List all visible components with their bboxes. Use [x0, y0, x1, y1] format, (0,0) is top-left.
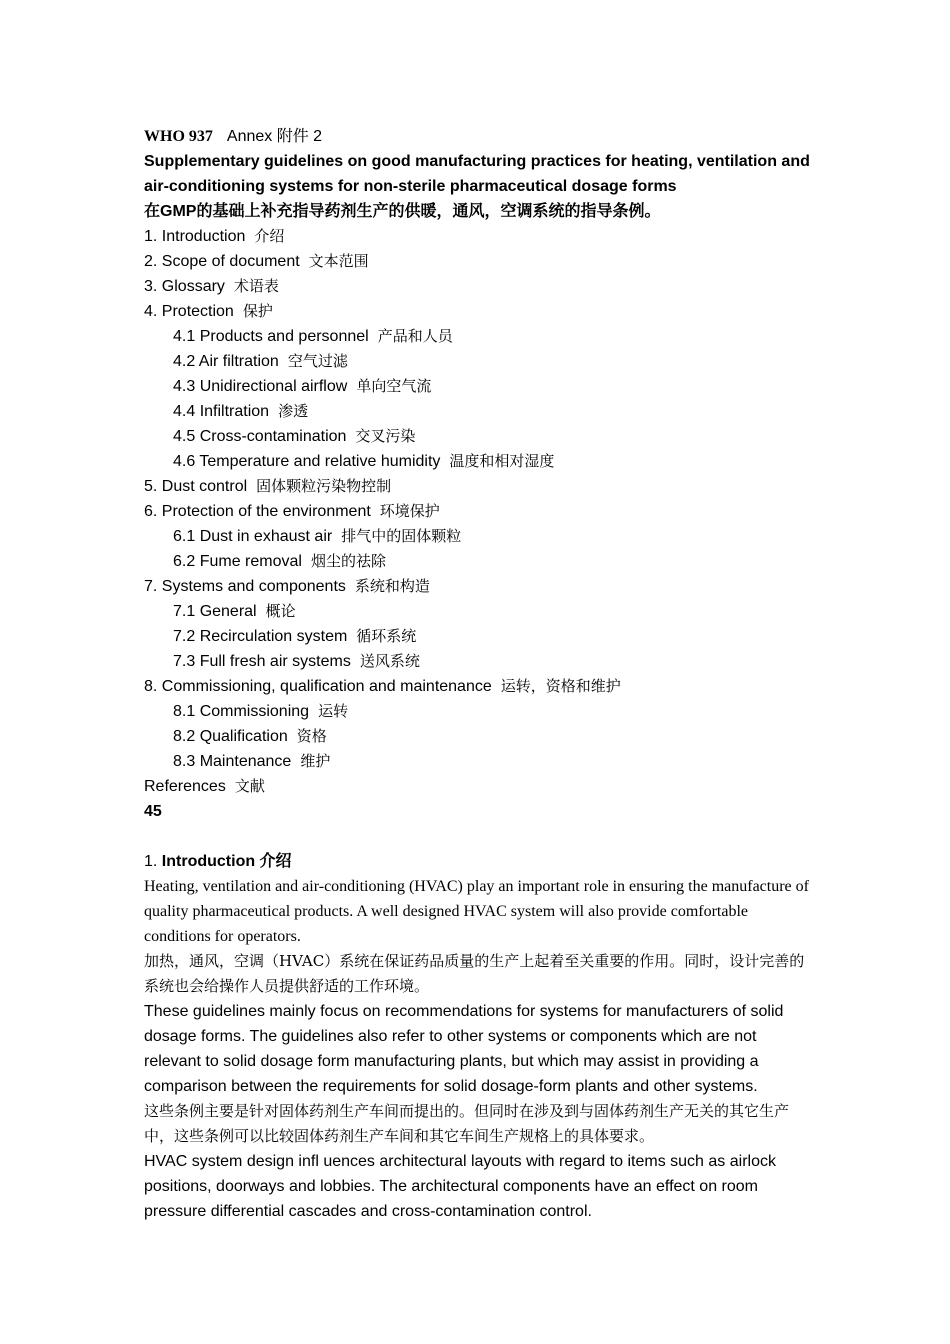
- toc-entry-title: 7. Systems and components: [144, 578, 346, 595]
- toc-entry: [144, 474, 812, 499]
- toc-entry: [144, 224, 812, 249]
- annex-label: Annex 附件 2: [226, 128, 323, 145]
- toc-entry-translation: 运转，资格和维护: [500, 677, 621, 695]
- toc-entry-title: 7.1 General: [173, 603, 257, 620]
- toc-entry: [144, 724, 812, 749]
- toc-entry-title: 7.2 Recirculation system: [173, 628, 348, 645]
- toc-entry: [144, 299, 812, 324]
- toc-entry: [144, 524, 812, 549]
- title-en-line1: Supplementary guidelines on good manufacturing practices for heating, ventilation and: [144, 153, 810, 170]
- document-body: [144, 124, 812, 1224]
- toc-entry-translation: 单向空气流: [356, 377, 432, 395]
- toc-entry-title: 1. Introduction: [144, 228, 246, 245]
- toc-entry-title: 5. Dust control: [144, 478, 248, 495]
- toc-entry-translation: 固体颗粒污染物控制: [256, 477, 392, 495]
- document-header: [144, 124, 812, 149]
- toc-entry-translation: 术语表: [233, 277, 279, 295]
- toc-entry-title: 4.4 Infiltration: [173, 403, 270, 420]
- toc-entry-translation: 概论: [265, 602, 296, 620]
- toc-entry-title: 4.5 Cross-contamination: [173, 428, 347, 445]
- toc-entry: [144, 274, 812, 299]
- paragraph-2-en: These guidelines mainly focus on recommendations for systems for manufacturers of solid dosage forms. The guidelines also refer to other systems or components which are not relevant to solid dosage form manufacturing plants, but which may assist in providing a comparison between the requirements for solid dosage-form plants and other systems.: [144, 1003, 784, 1095]
- title-zh: 在GMP的基础上补充指导药剂生产的供暖，通风，空调系统的指导条例。: [144, 203, 661, 220]
- toc-entry-translation: 保护: [242, 302, 273, 320]
- toc-entry-translation: 环境保护: [379, 502, 440, 520]
- toc-entry: [144, 249, 812, 274]
- toc-entry-title: 6.1 Dust in exhaust air: [173, 528, 333, 545]
- toc-entry-translation: 送风系统: [359, 652, 420, 670]
- toc-entry-title: 8.3 Maintenance: [173, 753, 292, 770]
- toc-entry-title: 6.2 Fume removal: [173, 553, 302, 570]
- toc-entry: [144, 749, 812, 774]
- toc-entry-title: 4.3 Unidirectional airflow: [173, 378, 348, 395]
- toc-entry-translation: 文本范围: [308, 252, 369, 270]
- toc-entry: [144, 349, 812, 374]
- toc-entry-title: 8. Commissioning, qualification and maintenance: [144, 678, 492, 695]
- toc-entry-translation: 空气过滤: [287, 352, 348, 370]
- toc-entry: [144, 399, 812, 424]
- table-of-contents: [144, 224, 812, 799]
- toc-entry: [144, 624, 812, 649]
- toc-entry-translation: 文献: [234, 777, 265, 795]
- paragraph-2-zh: 这些条例主要是针对固体药剂生产车间而提出的。但同时在涉及到与固体药剂生产无关的其它生产中，这些条例可以比较固体药剂生产车间和其它车间生产规格上的具体要求。: [144, 1102, 790, 1145]
- toc-entry: [144, 449, 812, 474]
- toc-entry: [144, 774, 812, 799]
- toc-entry: [144, 499, 812, 524]
- toc-entry-title: 4. Protection: [144, 303, 234, 320]
- paragraph-1-en: Heating, ventilation and air-conditioning (HVAC) play an important role in ensuring the manufacture of quality pharmaceutical products. A well designed HVAC system will also provide comfortable conditions for operators.: [144, 878, 809, 945]
- toc-entry-translation: 排气中的固体颗粒: [341, 527, 462, 545]
- toc-entry-translation: 运转: [318, 702, 349, 720]
- doc-id: WHO 937: [144, 128, 213, 145]
- toc-entry-title: 4.1 Products and personnel: [173, 328, 369, 345]
- toc-entry-translation: 介绍: [254, 227, 285, 245]
- section-number: 1.: [144, 853, 158, 870]
- toc-entry-translation: 温度和相对湿度: [449, 452, 555, 470]
- toc-entry: [144, 649, 812, 674]
- toc-entry: [144, 574, 812, 599]
- toc-entry: [144, 699, 812, 724]
- toc-entry-translation: 循环系统: [356, 627, 417, 645]
- spacer: [144, 824, 812, 849]
- toc-entry-title: 4.6 Temperature and relative humidity: [173, 453, 441, 470]
- toc-entry-title: 7.3 Full fresh air systems: [173, 653, 351, 670]
- toc-entry: [144, 549, 812, 574]
- page-number: 45: [144, 803, 162, 820]
- toc-entry-title: 3. Glossary: [144, 278, 225, 295]
- toc-entry: [144, 424, 812, 449]
- toc-entry-translation: 渗透: [278, 402, 309, 420]
- paragraph-1-zh: 加热，通风，空调（HVAC）系统在保证药品质量的生产上起着至关重要的作用。同时，设计完善的系统也会给操作人员提供舒适的工作环境。: [144, 952, 805, 995]
- toc-entry: [144, 599, 812, 624]
- toc-entry-title: 8.2 Qualification: [173, 728, 288, 745]
- toc-entry-translation: 烟尘的祛除: [310, 552, 386, 570]
- toc-entry-translation: 维护: [300, 752, 331, 770]
- toc-entry-translation: 系统和构造: [354, 577, 430, 595]
- toc-entry-title: 8.1 Commissioning: [173, 703, 310, 720]
- toc-entry: [144, 324, 812, 349]
- toc-entry: [144, 674, 812, 699]
- toc-entry-title: 2. Scope of document: [144, 253, 300, 270]
- toc-entry-title: 6. Protection of the environment: [144, 503, 371, 520]
- toc-entry: [144, 374, 812, 399]
- paragraph-3-en: HVAC system design infl uences architectural layouts with regard to items such as airlock positions, doorways and lobbies. The architectural components have an effect on room pressure differential cascades and cross-contamination control.: [144, 1153, 776, 1220]
- title-en-line2: air-conditioning systems for non-sterile pharmaceutical dosage forms: [144, 178, 677, 195]
- section-title: Introduction 介绍: [161, 853, 292, 870]
- toc-entry-translation: 交叉污染: [355, 427, 416, 445]
- toc-entry-translation: 资格: [296, 727, 327, 745]
- toc-entry-title: 4.2 Air filtration: [173, 353, 279, 370]
- toc-entry-title: References: [144, 778, 226, 795]
- section-heading: [144, 849, 812, 874]
- toc-entry-translation: 产品和人员: [377, 327, 453, 345]
